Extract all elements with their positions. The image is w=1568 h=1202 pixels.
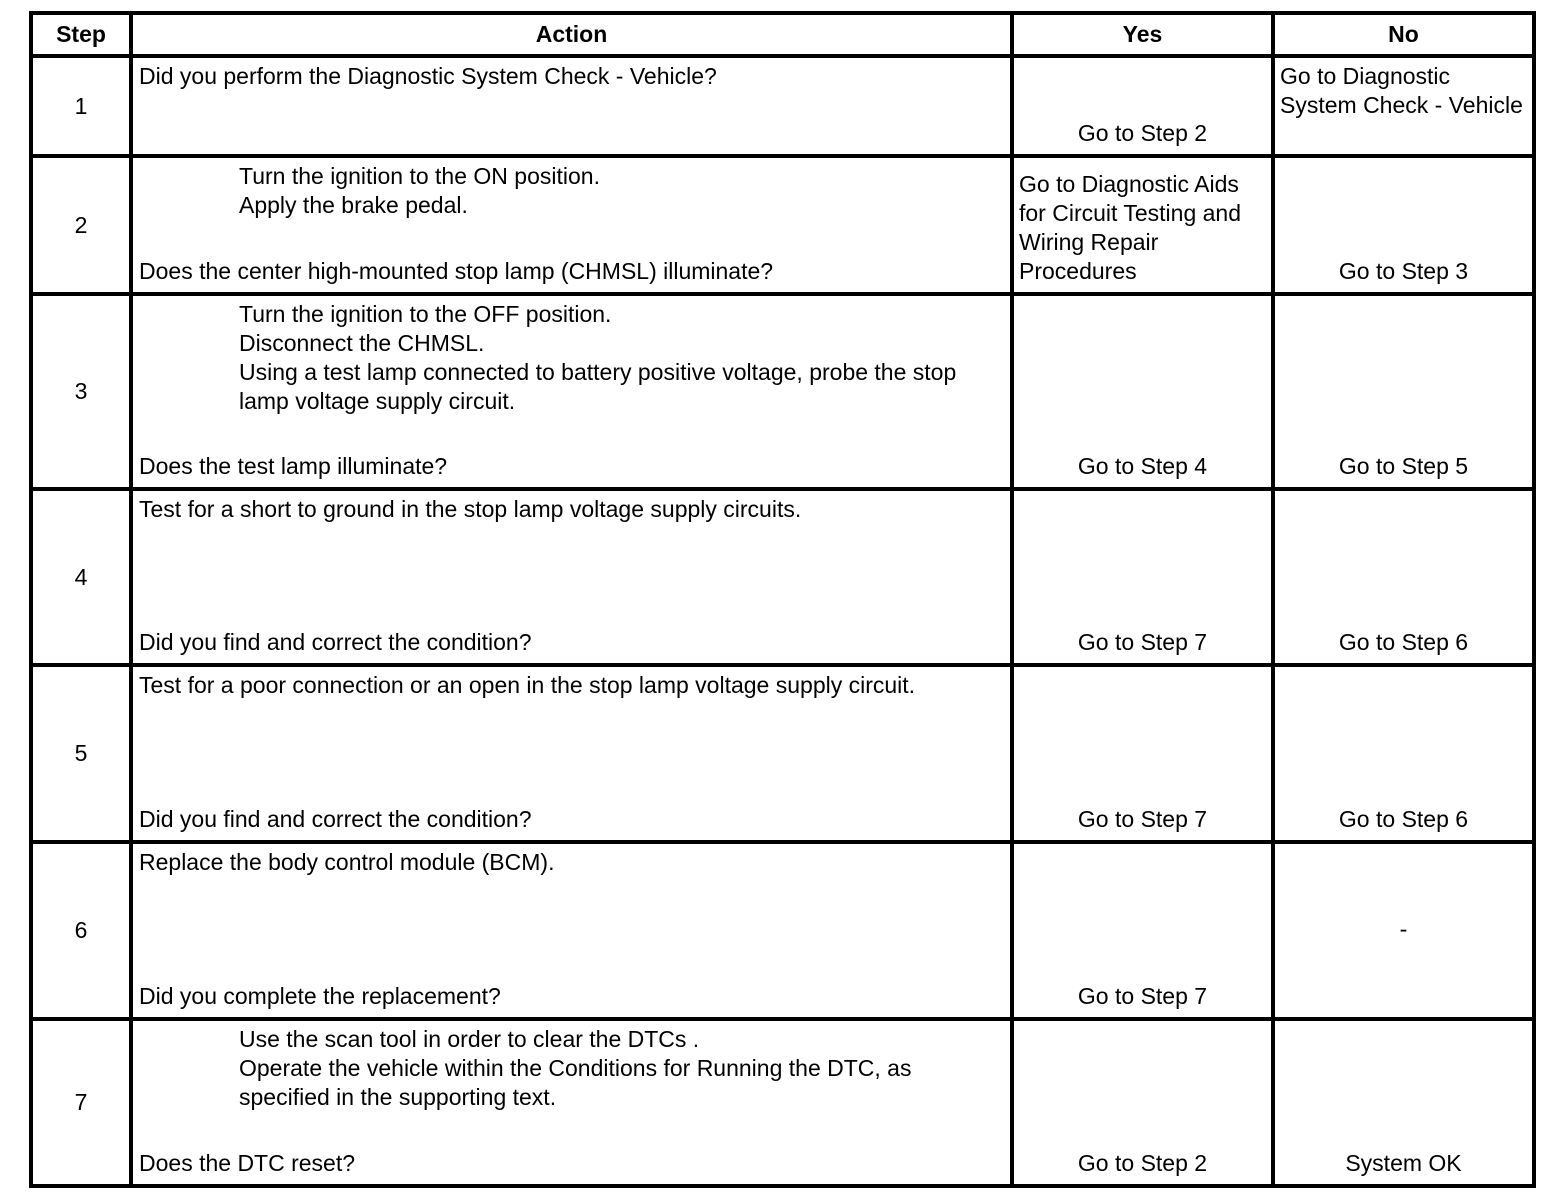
no-cell: System OK: [1273, 1019, 1534, 1186]
action-statement: Did you perform the Diagnostic System Check - Vehicle?: [139, 63, 717, 89]
step-number: 1: [31, 56, 131, 156]
header-yes: Yes: [1012, 13, 1273, 56]
yes-cell: Go to Step 2: [1012, 1019, 1273, 1186]
instruction-item: Apply the brake pedal.: [239, 192, 468, 218]
step-number: 6: [31, 842, 131, 1019]
step-number: 2: [31, 156, 131, 294]
no-cell: Go to Step 6: [1273, 665, 1534, 842]
yes-cell: Go to Step 7: [1012, 665, 1273, 842]
table-row: [31, 1019, 1534, 1186]
action-cell: [131, 842, 1012, 1019]
table-header-row: [31, 13, 1534, 56]
action-cell: [131, 489, 1012, 665]
header-action: Action: [131, 13, 1012, 56]
action-question: Did you find and correct the condition?: [139, 629, 532, 655]
header-step: Step: [31, 13, 131, 56]
instruction-item: Turn the ignition to the ON position.: [239, 163, 600, 189]
no-cell: Go to Step 5: [1273, 294, 1534, 489]
instruction-list: [139, 162, 1002, 220]
action-question: Does the DTC reset?: [139, 1150, 356, 1176]
step-number: 7: [31, 1019, 131, 1186]
action-cell: [131, 56, 1012, 156]
table-row: [31, 842, 1534, 1019]
instruction-item: Turn the ignition to the OFF position.: [239, 301, 612, 327]
yes-cell: Go to Diagnostic Aids for Circuit Testing and Wiring Repair Procedures: [1012, 156, 1273, 294]
action-cell: [131, 1019, 1012, 1186]
yes-cell: Go to Step 4: [1012, 294, 1273, 489]
action-cell: [131, 665, 1012, 842]
no-cell: Go to Step 6: [1273, 489, 1534, 665]
header-no: No: [1273, 13, 1534, 56]
instruction-item: Operate the vehicle within the Conditions for Running the DTC, as specified in the supporting text.: [239, 1055, 912, 1110]
action-question: Did you complete the replacement?: [139, 983, 501, 1009]
no-cell: Go to Step 3: [1273, 156, 1534, 294]
diagnostic-table: [29, 11, 1536, 1188]
action-question: Did you find and correct the condition?: [139, 806, 532, 832]
instruction-item: Using a test lamp connected to battery positive voltage, probe the stop lamp voltage supply circuit.: [239, 359, 957, 414]
step-number: 3: [31, 294, 131, 489]
no-cell: Go to Diagnostic System Check - Vehicle: [1273, 56, 1534, 156]
action-cell: [131, 156, 1012, 294]
table-row: [31, 156, 1534, 294]
action-statement: Replace the body control module (BCM).: [139, 849, 555, 875]
yes-cell: Go to Step 7: [1012, 489, 1273, 665]
table-row: [31, 489, 1534, 665]
yes-cell: Go to Step 2: [1012, 56, 1273, 156]
instruction-list: [139, 1025, 1002, 1112]
instruction-item: Use the scan tool in order to clear the DTCs .: [239, 1026, 700, 1052]
no-cell: -: [1273, 842, 1534, 1019]
action-question: Does the center high-mounted stop lamp (CHMSL) illuminate?: [139, 258, 774, 284]
step-number: 4: [31, 489, 131, 665]
table-row: [31, 294, 1534, 489]
action-statement: Test for a poor connection or an open in the stop lamp voltage supply circuit.: [139, 672, 916, 698]
instruction-item: Disconnect the CHMSL.: [239, 330, 485, 356]
action-cell: [131, 294, 1012, 489]
yes-cell: Go to Step 7: [1012, 842, 1273, 1019]
action-statement: Test for a short to ground in the stop lamp voltage supply circuits.: [139, 496, 802, 522]
step-number: 5: [31, 665, 131, 842]
instruction-list: [139, 300, 1002, 416]
table-row: [31, 56, 1534, 156]
table-row: [31, 665, 1534, 842]
action-question: Does the test lamp illuminate?: [139, 453, 448, 479]
